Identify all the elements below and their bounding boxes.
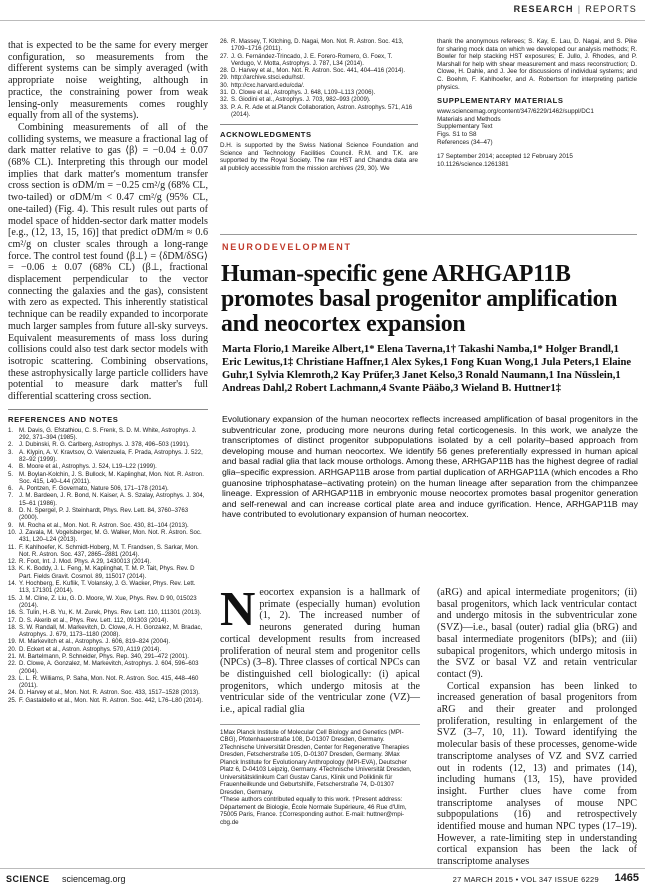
supplementary-item: Supplementary Text	[437, 123, 493, 131]
reference-number: 7.	[8, 492, 14, 500]
reference-item	[8, 558, 208, 565]
reference-text: F. Kahlhoefer, K. Schmidt-Hoberg, M. T. Frandsen, S. Sarkar, Mon. Not. R. Astron. Soc. 437, 2865–2881 (2014).	[19, 543, 199, 558]
reference-text: S. W. Randall, M. Markevitch, D. Clowe, A. H. Gonzalez, M. Bradac, Astrophys. J. 679, 1173–1180 (2008).	[19, 623, 203, 639]
reference-item	[220, 53, 418, 68]
reference-item	[8, 638, 208, 645]
column-right-body	[437, 587, 637, 868]
reference-number: 30.	[220, 81, 229, 89]
reference-number: 26.	[220, 38, 229, 45]
reference-item	[8, 427, 208, 442]
reference-number: 18.	[8, 623, 17, 631]
reference-number: 1.	[8, 426, 14, 434]
reference-item	[220, 67, 418, 74]
body-intro	[220, 581, 420, 716]
reference-text: S. Tulin, H.-B. Yu, K. M. Zurek, Phys. Rev. Lett. 110, 111301 (2013).	[19, 609, 202, 617]
supplementary-item: Figs. S1 to S8	[437, 130, 477, 138]
reference-number: 11.	[8, 543, 17, 551]
running-header	[0, 0, 645, 22]
article-title: Human-specific gene ARHGAP11B promotes basal progenitor amplification and neocortex expansion	[221, 261, 618, 337]
reference-number: 19.	[8, 638, 17, 646]
reference-item	[8, 441, 208, 448]
reference-text: http://archive.stsci.edu/hst/.	[231, 74, 305, 82]
reference-text: R. Massey, T. Kitching, D. Nagai, Mon. Not. R. Astron. Soc. 413, 1709–1716 (2011).	[231, 38, 404, 53]
reference-text: S. Giodini et al., Astrophys. J. 703, 982–993 (2009).	[231, 96, 371, 104]
reference-item	[8, 660, 208, 675]
reference-item	[8, 653, 208, 660]
reference-number: 6.	[8, 485, 14, 493]
reference-number: 22.	[8, 660, 17, 668]
reference-text: J. Zavala, M. Vogelsberger, M. G. Walker, Mon. Not. R. Astron. Soc. 431, L20–L24 (2013).	[19, 528, 202, 544]
reference-item	[220, 96, 418, 103]
reference-item	[8, 697, 208, 704]
reference-number: 32.	[220, 96, 229, 104]
reference-number: 12.	[8, 558, 17, 566]
reference-item	[8, 522, 208, 529]
reference-text: M. Bartelmann, P. Schneider, Phys. Rep. 340, 291–472 (2001).	[19, 653, 189, 660]
reference-text: B. Moore et al., Astrophys. J. 524, L19–L22 (1999).	[19, 463, 157, 471]
reference-text: K. K. Boddy, J. L. Feng, M. Kaplinghat, T. M. P. Tait, Phys. Rev. D Part. Fields Gravit. Cosmol. 89, 115017 (2014).	[19, 565, 195, 580]
references-heading: REFERENCES AND NOTES	[8, 414, 119, 424]
reference-item	[8, 689, 208, 696]
reference-text: F. Gastaldello et al., Mon. Not. R. Astron. Soc. 442, L76–L80 (2014).	[19, 696, 203, 704]
journal-name: SCIENCE	[6, 874, 50, 884]
reference-text: M. Markevitch et al., Astrophys. J. 606, 819–824 (2004).	[19, 638, 171, 646]
reference-text: D. S. Akerib et al., Phys. Rev. Lett. 112, 091303 (2014).	[19, 616, 169, 624]
reference-number: 33.	[220, 103, 229, 111]
article-divider	[220, 234, 637, 235]
header-rule	[0, 20, 645, 21]
supplementary-url[interactable]: www.sciencemag.org/content/347/6229/1462/suppl/DC1	[437, 108, 594, 116]
reference-number: 15.	[8, 594, 17, 602]
reference-item	[220, 89, 418, 96]
reference-number: 8.	[8, 507, 14, 515]
reference-text: A. Pontzen, F. Governato, Nature 506, 171–178 (2014).	[19, 485, 169, 493]
reference-item	[8, 646, 208, 653]
reference-item	[8, 471, 208, 486]
reference-item	[8, 529, 208, 544]
supplementary-heading: SUPPLEMENTARY MATERIALS	[437, 96, 564, 106]
divider	[8, 409, 208, 410]
reference-text: P. A. R. Ade et al.Planck Collaboration, Astron. Astrophys. 571, A16 (2014).	[231, 103, 413, 118]
reference-text: J. M. Bardeen, J. R. Bond, N. Kaiser, A. S. Szalay, Astrophys. J. 304, 15–61 (1986).	[19, 492, 205, 507]
reference-text: D. Clowe et al., Astrophys. J. 648, L109–L113 (2006).	[231, 89, 376, 97]
previous-article-text	[8, 40, 208, 403]
body-continued	[437, 587, 637, 868]
reference-item	[220, 82, 418, 89]
paragraph: Cortical expansion has been linked to increased generation of basal progenitors from aRG and their greater and prolonged proliferation, resulting in enlargement of the SVZ (3–7, 10, 11). Toward identifying the molecular basis of these processes, genome-wide transcriptome analyses of VZ and SVZ carried out in rodents (12, 13) and primates (14), including humans (13, 15), have provided insight. Further clues have come from transcriptome analyses of mouse NPC subpopulations (16) and retrospectively identified mouse and human NPC types (17–19). However, a rate-limiting step in understanding cortical expansion has been the lack of transcriptome analyses	[437, 680, 637, 868]
affiliations: 1Max Planck Institute of Molecular Cell Biology and Genetics (MPI-CBG), Pfotenhauerstraße 108, D-01307 Dresden, Germany. 2Technische Universität Dresden, Center for Regenerative Therapies Dresden, Fetscherstraße 105, D-01307 Dresden, Germany. 3Max Planck Institute for Evolutionary Anthropology (MPI-EVA), Deutscher Platz 6, D-04103 Leipzig, Germany. 4Technische Universität Dresden, Universitätsklinikum Carl Gustav Carus, Klinik und Poliklinik für Frauenheilkunde und Geburtshilfe, Fetscherstraße 74, D-01307 Dresden, Germany. *These authors contributed equally to this work. †Present address: Département de Biologie, École Normale Supérieure, 46 Rue d'Ulm, 75005 Paris, France. ‡Corresponding author. E-mail: huttner@mpi-cbg.de	[220, 728, 412, 826]
reference-item	[8, 595, 208, 610]
journal-url[interactable]: sciencemag.org	[62, 874, 126, 884]
reference-text: M. Rocha et al., Mon. Not. R. Astron. Soc. 430, 81–104 (2013).	[19, 521, 189, 529]
reference-text: R. Foot, Int. J. Mod. Phys. A 29, 1430013 (2014).	[19, 558, 152, 566]
affiliations-rule	[220, 724, 420, 725]
reference-list	[8, 427, 208, 704]
abstract: Evolutionary expansion of the human neocortex reflects increased amplification of basal progenitors in the subventricular zone, producing more neurons during fetal corticogenesis. In this work, we analyze the transcriptomes of distinct progenitor subpopulations isolated by a cell polarity–based approach from developing mouse and human neocortex. We identify 56 genes preferentially expressed in human apical and basal radial glia that lack mouse orthologs. Among these, ARHGAP11B has the highest degree of radial glia–specific expression. ARHGAP11B arose from partial duplication of ARHGAP11A (which encodes a Rho guanosine triphosphatase–activating protein) on the human lineage after separation from the chimpanzee lineage. Expression of ARHGAP11B in embryonic mouse neocortex promotes basal progenitor generation and self-renewal and can increase cortical plate area and induce gyrification. Hence, ARHGAP11B may have contributed to evolutionary expansion of human neocortex.	[222, 414, 638, 520]
reference-item	[220, 74, 418, 81]
reference-item	[8, 580, 208, 595]
column-middle-body	[220, 581, 420, 826]
reference-number: 21.	[8, 653, 17, 660]
reference-item	[220, 38, 418, 53]
received-accepted-dates: 17 September 2014; accepted 12 February 2015	[437, 153, 573, 161]
footer-rule	[0, 868, 645, 869]
reference-number: 29.	[220, 74, 229, 82]
supplementary-item: Materials and Methods	[437, 115, 501, 123]
reference-text: D. Harvey et al., Mon. Not. R. Astron. Soc. 433, 1517–1528 (2013).	[19, 689, 200, 697]
reference-number: 28.	[220, 67, 229, 75]
reference-item	[8, 463, 208, 470]
drop-cap: N	[220, 581, 256, 636]
page-footer	[0, 868, 645, 890]
header-section: RESEARCH	[513, 4, 574, 14]
reference-text: http://cxc.harvard.edu/cda/.	[231, 81, 305, 89]
divider	[220, 124, 418, 125]
paragraph: Combining measurements of all of the colliding systems, we measure a fractional lag of dark matter relative to gas ⟨β⟩ = −0.04 ± 0.07 (68% CL). Interpreting this through our model implies that dark matter's momentum transfer cross section is σDM/m = −0.25 cm²/g (68% CL, two-tailed) or σDM/m < 0.47 cm²/g (95% CL, one-tailed) (Fig. 4). This result rules out parts of model space of hidden-sector dark matter models [e.g., (12, 13, 15, 16)] that predict σDM/m ≈ 0.6 cm²/g on cluster scales through a long-range force. The control test found ⟨β⊥⟩ = ⟨δDM/δSG⟩ = −0.06 ± 0.07 (68% CL) (β⊥, fractional displacement perpendicular to the vector connecting the galaxies and the gas), consistent with zero as expected. This inherently statistical technique can be readily expanded to incorporate much larger samples from future all-sky surveys. Equivalent measurements of mass loss during collisions could also test dark sector models with isotropic scattering. Combining observations, these astrophysically large particle colliders have potential to measure dark matter's full differential scattering cross section.	[8, 121, 208, 403]
acknowledgments-heading: ACKNOWLEDGMENTS	[220, 130, 312, 140]
reference-item	[8, 485, 208, 492]
reference-item	[8, 565, 208, 580]
reference-text: D. Eckert et al., Astron. Astrophys. 570, A119 (2014).	[19, 645, 162, 653]
issue-info: 27 MARCH 2015 • VOL 347 ISSUE 6229	[452, 875, 599, 884]
reference-text: M. Boylan-Kolchin, J. S. Bullock, M. Kaplinghat, Mon. Not. R. Astron. Soc. 415, L40–L44 (2011).	[19, 470, 204, 485]
reference-number: 27.	[220, 52, 229, 60]
reference-text: A. Klypin, A. V. Kravtsov, O. Valenzuela, F. Prada, Astrophys. J. 522, 82–92 (1999).	[19, 448, 203, 463]
reference-text: J. M. Cline, Z. Liu, G. D. Moore, W. Xue, Phys. Rev. D 90, 015023 (2014).	[19, 594, 197, 609]
reference-text: M. Davis, G. Efstathiou, C. S. Frenk, S. D. M. White, Astrophys. J. 292, 371–394 (1985).	[19, 426, 197, 442]
paragraph: (aRG) and apical intermediate progenitors; (ii) basal progenitors, which lack ventricular contact and undergo mitosis in the subventricular zone (SVZ)—i.e., basal (outer) radial glia (bRG) and basal intermediate progenitors (bIPs); and (iii) subapical progenitors, which undergo mitosis in the SVZ or basal VZ and retain ventricular contact (9).	[437, 587, 637, 680]
reference-text: J. Dubinski, R. G. Carlberg, Astrophys. J. 378, 496–503 (1991).	[19, 441, 190, 449]
reference-item	[8, 624, 208, 639]
reference-item	[8, 609, 208, 616]
reference-number: 3.	[8, 448, 14, 456]
reference-text: D. Clowe, A. Gonzalez, M. Markevitch, Astrophys. J. 604, 596–603 (2004).	[19, 660, 199, 675]
body-text: eocortex expansion is a hallmark of primate (especially human) evolution (1, 2). The increased number of neurons generated during human cortical development results from increased proliferation of neural stem and progenitor cells (NPCs) (3–8). Three classes of cortical NPCs can be distinguished cell biologically: (i) apical progenitors, which undergo mitosis at the ventricular side of the ventricular zone (VZ)—i.e., apical radial glia	[220, 587, 420, 716]
reference-text: L. L. R. Williams, P. Saha, Mon. Not. R. Astron. Soc. 415, 448–460 (2011).	[19, 674, 199, 690]
column-middle-top	[220, 38, 418, 173]
acknowledgments-text: D.H. is supported by the Swiss National Science Foundation and Science and Technology Facilities Council. R.M. and T.K. are supported by the Royal Society. The raw HST and Chandra data are all publicly accessible from the mission archives (29, 30). We	[220, 142, 418, 173]
reference-item	[8, 492, 208, 507]
reference-number: 9.	[8, 521, 14, 529]
header-label	[514, 4, 637, 14]
author-list: Marta Florio,1 Mareike Albert,1* Elena Taverna,1† Takashi Namba,1* Holger Brandl,1 Eric Lewitus,1‡ Christiane Haffner,1 Alex Sykes,1 Fong Kuan Wong,1 Jula Peters,1 Elaine Guhr,1 Sylvia Klemroth,2 Kay Prüfer,3 Janet Kelso,3 Ronald Naumann,1 Ina Nüsslein,1 Andreas Dahl,2 Robert Lachmann,4 Svante Pääbo,3 Wieland B. Huttner1‡	[222, 344, 632, 394]
reference-number: 14.	[8, 580, 17, 588]
reference-number: 13.	[8, 565, 17, 573]
column-left	[8, 40, 208, 704]
section-kicker: NEURODEVELOPMENT	[222, 242, 352, 252]
reference-number: 17.	[8, 616, 17, 624]
reference-item	[8, 617, 208, 624]
paragraph: that is expected to be the same for every merger configuration, so measurements from the different systems can be simply averaged (with appropriate noise weighting, although in practice, the constraining power from weak lensing-only measurements comes roughly equally from all of the systems).	[8, 40, 208, 122]
reference-list-continued	[220, 38, 418, 118]
supplementary-item: References (34–47)	[437, 138, 493, 146]
reference-number: 2.	[8, 441, 14, 449]
reference-number: 24.	[8, 689, 17, 697]
reference-number: 23.	[8, 674, 17, 682]
reference-number: 10.	[8, 528, 17, 536]
column-right-top	[437, 38, 637, 168]
reference-item	[8, 544, 208, 559]
reference-number: 5.	[8, 470, 14, 478]
doi[interactable]: 10.1126/science.1261381	[437, 160, 509, 168]
reference-item	[220, 104, 418, 119]
reference-number: 20.	[8, 645, 17, 653]
reference-text: Y. Hochberg, E. Kuflik, T. Volansky, J. G. Wacker, Phys. Rev. Lett. 113, 171301 (2014).	[19, 580, 196, 595]
reference-item	[8, 675, 208, 690]
page-number: 1465	[614, 872, 639, 884]
reference-number: 31.	[220, 89, 229, 97]
header-separator: |	[577, 4, 582, 14]
reference-number: 16.	[8, 609, 17, 617]
header-type: REPORTS	[585, 4, 637, 14]
acknowledgments-continued: thank the anonymous referees; S. Kay, E. Lau, D. Nagai, and S. Pike for sharing mock data on which we developed our analysis methods; R. Bowler for help stacking HST exposures; E. Jullo, J. Rhodes, and P. Marshall for help with shear measurement and mass reconstruction; D. Clowe, H. Dahle, and J. Jee for discussions of individual systems; and C. Boehm, F. Kahlhoefer, and A. Robertson for interpreting particle physics.	[437, 38, 637, 91]
reference-number: 4.	[8, 463, 14, 471]
reference-text: J. G. Fernández-Trincado, J. E. Forero-Romero, G. Foex, T. Verdugo, V. Motta, Astrophys. J. 787, L34 (2014).	[231, 52, 393, 67]
reference-item	[8, 507, 208, 522]
reference-text: D. N. Spergel, P. J. Steinhardt, Phys. Rev. Lett. 84, 3760–3763 (2000).	[19, 507, 189, 522]
reference-number: 25.	[8, 696, 17, 704]
reference-item	[8, 449, 208, 464]
reference-text: D. Harvey et al., Mon. Not. R. Astron. Soc. 441, 404–416 (2014).	[231, 67, 406, 75]
